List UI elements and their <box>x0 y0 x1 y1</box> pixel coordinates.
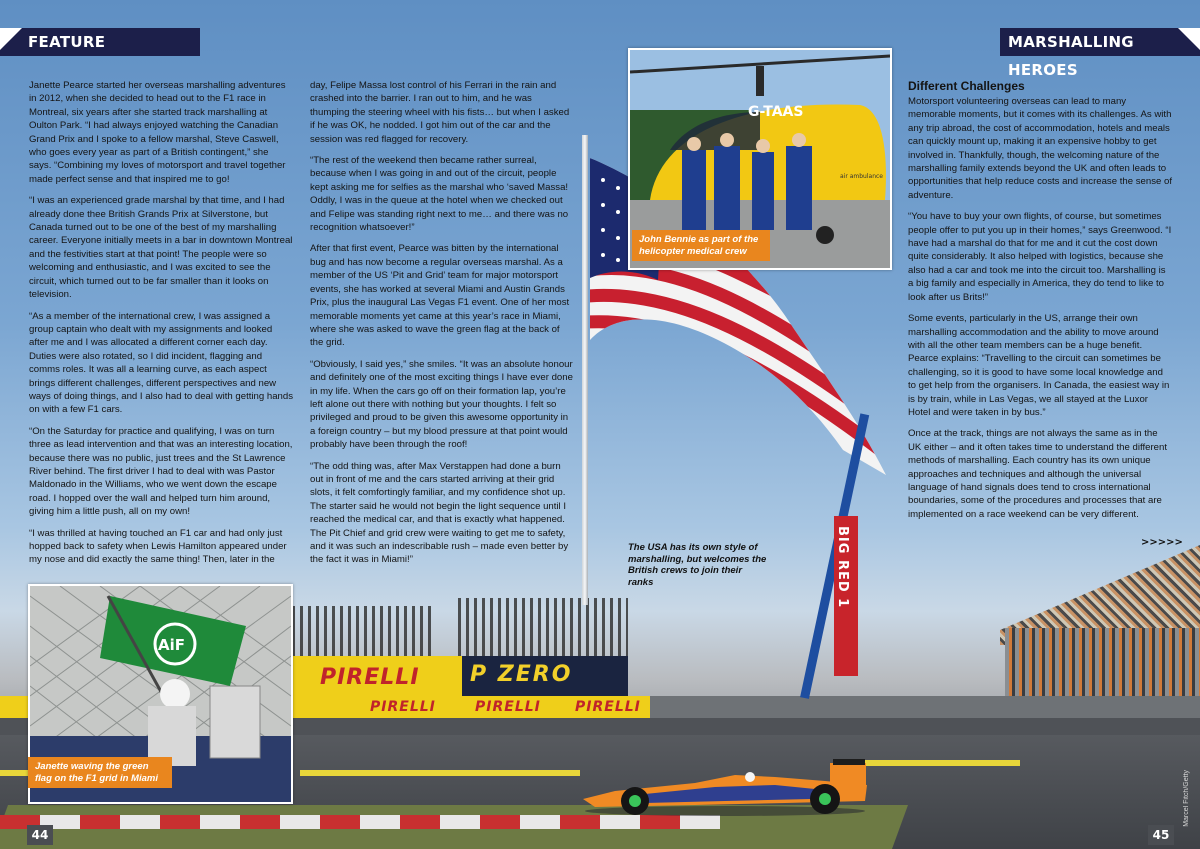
pirelli-board <box>290 656 462 696</box>
paragraph: “Obviously, I said yes,” she smiles. “It was an absolute honour and definitely one of the most exciting things I have ever done in my life. When the cars go off on their formation lap, you’re left alone out there with nothing but your thoughts. I felt so privileged and proud to be given this awesome opportunity in a foreign country – but my blood pressure at that point would probably have been through the roof! <box>310 358 573 451</box>
paragraph: “The odd thing was, after Max Verstappen had done a burn out in front of me and the cars started arriving at their grid slots, it felt comfortingly familiar, and my confidence shot up. The starter said he would not begin the light sequence until I reached the medical car, and that is exactly what happened. The Pit Chief and grid crew were waiting to get me to safety, and it was such an indescribable rush – made even better by the fact it was in Miami!” <box>310 460 569 566</box>
grandstand <box>458 598 628 656</box>
paragraph: Motorsport volunteering overseas can lead to many memorable moments, but it comes with its challenges. As with any trip abroad, the cost of accommodation, hotels and meals can quickly mount up, making it an expensive hobby to get involved in. Thankfully, though, the welcoming nature of the marshalling family extends beyond the UK and often leads to opportunities that help reduce costs and increase the sense of adventure. <box>908 96 1172 201</box>
tower-label: BIG RED 1 <box>835 526 850 609</box>
pirelli-logo: PIRELLI <box>320 665 420 690</box>
pirelli-logo: PIRELLI <box>475 699 541 715</box>
paragraph: “As a member of the international crew, I was assigned a group captain who dealt with my assignments and looked after me and I was allocated a different corner each day. Duties were also rotated, so I did incident, flagging and comms roles. It was all a learning curve, as each aspect brings different challenges, different perspectives and new ways of doing things, and I also had to deal with getting hands on with a few F1 cars. <box>29 310 294 416</box>
paragraph: day, Felipe Massa lost control of his Ferrari in the rain and crashed into the barrier. I ran out to him, and he was thumping the steering wheel with his fists… but when I asked if he was OK, he nodded. I got him out of the car and the session was red flagged for recovery. <box>310 80 570 145</box>
track-line <box>860 760 1020 766</box>
paragraph: Janette Pearce started her overseas marshalling adventures in 2012, when she decided to head out to the F1 race in Montreal, six years after she started track marshalling at Oulton Park. “I had always enjoyed watching the Canadian Grand Prix and I spoke to a fellow marshal, Steve Caswell, who goes every year as part of a British contingent,” she says. “Combining my loves of motorsport and travel together made perfect sense and that inspired me to go! <box>29 80 286 185</box>
article-column-1 <box>29 79 293 575</box>
janette-caption: Janette waving the green flag on the F1 grid in Miami <box>28 757 172 788</box>
helicopter-logo: air ambulance <box>840 173 883 180</box>
corner-triangle-icon <box>0 28 22 56</box>
continue-marker: >>>>> <box>1141 537 1183 548</box>
crowd-stand-lower <box>1005 628 1200 696</box>
helicopter-registration: G-TAAS <box>748 104 804 120</box>
pzero-logo: P ZERO <box>470 662 573 687</box>
article-column-3 <box>908 79 1172 529</box>
subheading: Different Challenges <box>908 79 1025 93</box>
corner-triangle-icon <box>1178 28 1200 56</box>
paragraph: “You have to buy your own flights, of course, but sometimes people offer to put you up in their homes,” says Greenwood. “I have had a marshal do that for me and it cut the cost down quite considerably. It also helped with logistics, because she also had a car and took me into the circuit too. Marshalling is a big family and especially in America, they do tend to like to look after us Brits!” <box>908 211 1172 303</box>
paragraph: “I was thrilled at having touched an F1 car and had only just hopped back to safety when Lewis Hamilton appeared under my nose and did exactly the same thing! Then, later in the <box>29 527 287 566</box>
f1-car-icon <box>575 755 875 817</box>
section-header-feature <box>0 28 200 56</box>
paragraph: “On the Saturday for practice and qualifying, I was on turn three as lead intervention and that was an interesting location, because there was no public, just trees and the St Lawrence River behind. The first driver I had to deal with was Pastor Maldonado in the Williams, who we went down the escape road. I hopped over the wall and helped turn him around, giving him a little push, all on my own! <box>29 425 293 518</box>
pirelli-logo: PIRELLI <box>575 699 641 715</box>
section-label: MARSHALLING HEROES <box>1008 33 1134 79</box>
flag-logo: AiF <box>158 636 185 654</box>
paragraph: Some events, particularly in the US, arrange their own marshalling accommodation and the ability to move around with all the other team members can be a huge benefit. Pearce explains: “Travelling to the circuit can sometimes be challenging, so it is good to have some local knowledge and to get help from the organisers. In Canada, the easiest way in is by train, while in Las Vegas, we all stayed at the Luxor Hotel and were taken in by bus.” <box>908 313 1170 418</box>
grandstand <box>292 606 432 656</box>
kerb <box>0 815 720 829</box>
usa-caption: The USA has its own style of marshalling, but welcomes the British crews to join their ranks <box>628 542 767 588</box>
paragraph: After that first event, Pearce was bitten by the international bug and has now become a regular overseas marshal. As a member of the US ‘Pit and Grid’ team for major motorsport events, she has worked at several Miami and Austin Grands Prix, plus the inaugural Las Vegas F1 event. One of her most memorable moments yet came at this year’s race in Miami, where she was asked to wave the green flag at the back of the grid. <box>310 243 570 349</box>
paragraph: Once at the track, things are not always the same as in the UK either – and it often takes time to understand the different methods of marshalling. Each country has its own unique approaches and techniques and although the universal language of hand signals does tend to cross international boundaries, some of the procedures and processes that are implemented on a race weekend can be very different. <box>908 428 1168 520</box>
paragraph: “I was an experienced grade marshal by that time, and I had already done thee British Grands Prix at Silverstone, but Canada turned out to be one of the best of my marshalling career. Everyone initially meets in a bar in downtown Montreal and the festivities start at that point! The people were so welcoming and enthusiastic, and I was excited to see the circuit, which turned out to be far smaller than it looks on television. <box>29 195 293 301</box>
page-number-left: 44 <box>27 825 53 845</box>
photo-credit: Marcel Fitch/Getty <box>1183 770 1190 827</box>
article-column-2 <box>310 79 573 575</box>
track-line <box>300 770 580 776</box>
paragraph: “The rest of the weekend then became rather surreal, because when I was going in and out of the circuit, people kept asking me for selfies as the marshal who ‘saved Massa! Oddly, I was in the queue at the hotel when we checked out and Felipe was standing right next to me… and there was no recognition whatsoever!” <box>310 155 569 234</box>
helicopter-caption: John Bennie as part of the helicopter medical crew <box>632 230 770 261</box>
big-red-tower <box>834 516 858 676</box>
section-header-marshalling <box>1000 28 1200 79</box>
section-label: FEATURE <box>28 33 106 51</box>
barrier-wall-grey <box>650 696 1200 718</box>
pirelli-logo: PIRELLI <box>370 699 436 715</box>
track-line <box>0 770 30 776</box>
page-number-right: 45 <box>1148 825 1174 845</box>
